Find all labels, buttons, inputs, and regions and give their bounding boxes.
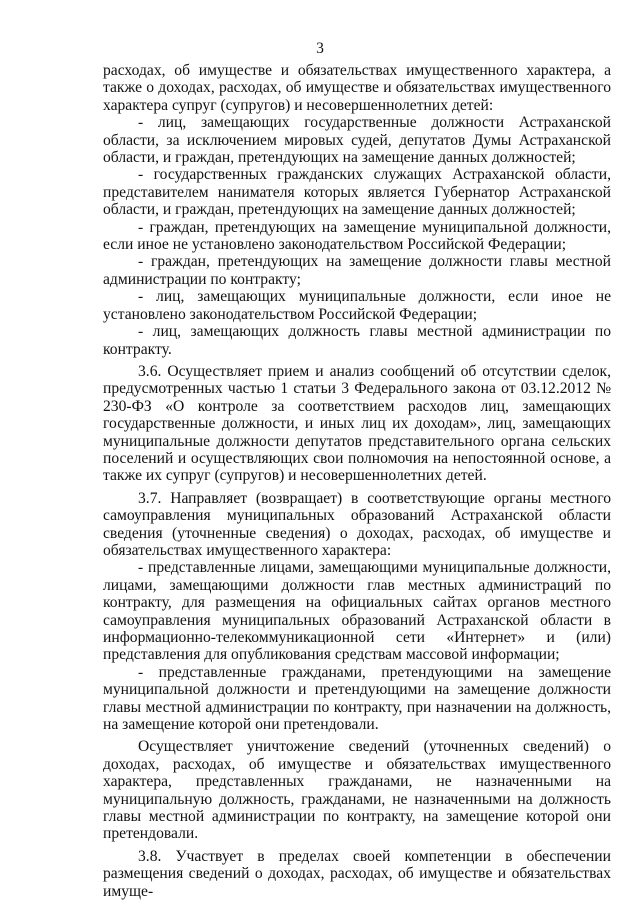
list-item-civil-servants: - государственных гражданских служащих Астраханской области, представителем нанимателя которых является Губернатор Астраханской области, и граждан, претендующих на замещение данных должностей;	[103, 166, 611, 219]
list-item-municipal-holders: - лиц, замещающих муниципальные должности, если иное не установлено законодательством Российской Федерации;	[103, 288, 611, 323]
page-number: 3	[316, 40, 324, 57]
paragraph-continuation: расходах, об имуществе и обязательствах имущественного характера, а также о доходах, расходах, об имуществе и обязательствах имущественного характера супруг (супругов) и несовершеннолетних детей:	[103, 62, 611, 114]
list-item-appointment: - представленные гражданами, претендующими на замещение муниципальной должности и претендующими на замещение должности главы местной администрации по контракту, при назначении на должность, на замещение которой они претендовали.	[103, 663, 611, 734]
paragraph-destruction: Осуществляет уничтожение сведений (уточненных сведений) о доходах, расходах, об имуществе и обязательствах имущественного характера, представленных гражданами, не назначенными на муниципальную должность, гражданами, не назначенными на должность главы местной администрации по контракту, на замещение которой они претендовали.	[103, 738, 611, 843]
clause-3-7: 3.7. Направляет (возвращает) в соответствующие органы местного самоуправления муниципальных образований Астраханской области сведения (уточненные сведения) о доходах, расходах, об имуществе и обязательствах имущественного характера:	[103, 489, 611, 559]
list-item-head-candidates: - граждан, претендующих на замещение должности главы местной администрации по контракту;	[103, 253, 611, 288]
list-item-municipal-candidates: - граждан, претендующих на замещение муниципальной должности, если иное не установлено законодательством Российской Федерации;	[103, 218, 611, 254]
list-item-head-holders: - лиц, замещающих должность главы местной администрации по контракту.	[103, 323, 611, 358]
clause-3-6: 3.6. Осуществляет прием и анализ сообщений об отсутствии сделок, предусмотренных частью 1 статьи 3 Федерального закона от 03.12.2012 № 230-ФЗ «О контроле за соответствием расходов лиц, замещающих государственные должности, и иных лиц их доходам», лиц, замещающих муниципальные должности депутатов представительного органа сельских поселений и осуществляющих свои полномочия на непостоянной основе, а также их супруг (супругов) и несовершеннолетних детей.	[103, 362, 611, 485]
list-item-state-positions: - лиц, замещающих государственные должности Астраханской области, за исключением мировых судей, депутатов Думы Астраханской области, и граждан, претендующих на замещение данных должностей;	[103, 114, 611, 167]
document-body	[103, 62, 611, 900]
clause-3-8: 3.8. Участвует в пределах своей компетенции в обеспечении размещения сведений о доходах, расходах, об имуществе и обязательствах имуще-	[103, 847, 611, 900]
list-item-publication: - представленные лицами, замещающими муниципальные должности, лицами, замещающими должности глав местных администраций по контракту, для размещения на официальных сайтах органов местного самоуправления муниципальных образований Астраханской области в информационно-телекоммуникационной сети «Интернет» и (или) представления для опубликования средствам массовой информации;	[103, 559, 611, 664]
